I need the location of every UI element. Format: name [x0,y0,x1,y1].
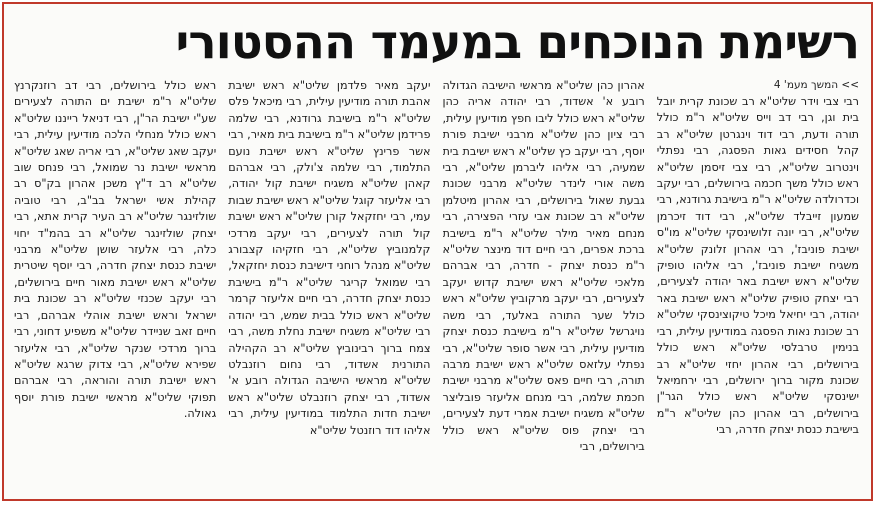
article-column-4 [14,78,216,493]
article-columns [14,78,859,493]
headline: רשימת הנוכחים במעמד ההסטורי [175,15,859,70]
article-column-1 [657,78,859,493]
column-text: רבי צבי וידר שליט"א רב שכונת קרית יובל בית וגן, רבי דב וייס שליט"א ר"מ כולל תורה ודעת, רבי דוד וינגרטן שליט"א רב קהל חסידים גאות הפסגה, רבי נפתלי וינטרוב שליט"א, רבי צבי זיסמן שליט"א ראש כולל משך חכמה בירושלים, רבי יעקב וכדרולדה שליט"א ר"מ בישיבת גרודנא, רבי שמעון זייבלד שליט"א, רבי דוד זיכרמן שליט"א, רבי יונה זלושינסקי שליט"א מו"ס ישיבת פוניבז', רבי אהרון זלונק שליט"א משגיח ישיבת פוניבז', רבי אליהו טופיק שליט"א ראש ישיבת באר יהודה לצעירים, רבי יצחק טופיק שליט"א ראש ישיבת באר יהודה, רבי יחיאל מיכל טיקוצינסקי שליט"א רב שכונת נאות הפסגה במודיעין עילית, רבי בנימין טרבלסי שליט"א ראש כולל בירושלים, רבי אהרון יחזי שליט"א רב שכונת מקור ברוך ירושלים, רבי ירחמיאל ישינסקי שליט"א ראש כולל הגר"ן בירושלים, רבי אהרון כהן שליט"א ר"מ בישיבת כנסת יצחק חדרה, רבי [656,95,859,437]
column-text: ראש כולל בירושלים, רבי דב רוזנקרנץ שליט"א ר"מ ישיבת ים התורה לצעירים שע"י ישיבת הר"ן, רבי דניאל רייננו שליט"א ראש כולל מנחלי הלכה מודיעין עילית, רבי יעקב שאג שליט"א, רבי אריה שאג שליט"א מראשי ישיבת נר שמואל, רבי פנחס שוב שליט"א רב ד"ץ משכן אהרון בק"ס רב קהילת אשי ישראל בב"ב, רבי טוביה שולזינגר שליט"א רב העיר קרית אתא, רבי יצחק שולזינגר שליט"א רב בהמ"ד יחוי כלה, רבי אלעזר שושן שליט"א מרבני ישיבת כנסת יצחק חדרה, רבי יוסף שיטרית שליט"א ראש ישיבת מאור חיים בירושלים, רבי יעקב שכנזי שליט"א רב שכונת בית ישראל וראש ישיבת אוהלי אברהם, רבי חיים זאב שניידר שליט"א משפיע דחוני, רבי ברוך מרדכי שנקר שליט"א, רבי אליעזר שפירא שליט"א, רבי צדוק שרגא שליט"א ראש ישיבת תורה והוראה, רבי אברהם תפוקי שליט"א מראשי ישיבת פורת יוסף גאולה. [14,79,217,421]
column-text: אהרון כהן שליט"א מראשי הישיבה הגדולה רובע א' אשדוד, רבי יהודה אריה כהן שליט"א ראש כולל ליבו חפץ מודיעין עילית, רבי ציון כהן שליט"א מרבני ישיבת פורת יוסף, רבי יעקב כץ שליט"א ראש ישיבת בית שמעיה, רבי אליהו ליברמן שליט"א, רבי משה אורי לינדר שליט"א מרבני שכונת גבעת שאול בירושלים, רבי אהרון מיטלמן שליט"א רב שכונת אבי עזרי הפצירה, רבי מנחם מאיר מילר שליט"א ר"מ בישיבת ברכת אפרים, רבי חיים דוד מינצר שליט"א ר"מ כנסת יצחק - חדרה, רבי אברהם מלאכי שליט"א ראש ישיבת קדוש יעקב לצעירים, רבי יעקב מרקוביץ שליט"א ראש כולל שער התורה באלעד, רבי משה נויגרשל שליט"א ר"מ בישיבת כנסת יצחק מודיעין עילית, רבי אשר סופר שליט"א, רבי נפתלי עלזאס שליט"א ראש ישיבת מרבה תורה, רבי חיים פאס שליט"א מרבני ישיבת חכמת שלמה, רבי מנחם אליעזר פובליצר שליט"א משגיח ישיבת אמרי דעת לצעירים, רבי יצחק פוס שליט"א ראש כולל בירושלים, רבי [442,79,645,453]
newspaper-page [2,2,873,501]
article-column-2 [443,78,645,493]
continued-from-note: >> המשך מעמ' 4 [773,79,859,91]
article-column-3 [228,78,430,493]
column-text: יעקב מאיר פלדמן שליט"א ראש ישיבת אהבת תורה מודיעין עילית, רבי מיכאל פלס שליט"א ר"מ בישיבת גרודנא, רבי שלמה פרידמן שליט"א ר"מ בישיבת בית מאיר, רבי אשר פרינץ שליט"א ראש ישיבת נועם התלמוד, רבי שלמה צ'ולק, רבי אברהם קאהן שליט"א משגיח ישיבת קול יהודה, רבי אליעזר קוגל שליט"א ראש ישיבת שבות עמי, רבי יחזקאל קורן שליט"א ראש ישיבת קול תורה לצעירים, רבי יעקב מרדכי קלמנוביץ שליט"א, רבי חזקיהו קצבורג שליט"א מנהל רוחני דישיבת כנסת יחזקאל, רבי שמואל קריגר שליט"א ר"מ בישיבת כנסת יצחק חדרה, רבי חיים אליעזר קרמר שליט"א ראש כולל בבית שמש, רבי יהודה רבי שליט"א משגיח ישיבת נחלת משה, רבי צמח ברוך רבינוביץ שליט"א רב הקהילה התורנית אשדוד, רבי נחום רוזנבלט שליט"א מראשי הישיבה הגדולה רובע א' אשדוד, רבי יצחק רוזנבלט שליט"א ראש ישיבת חדות התלמוד במודיעין עילית, רבי אליהו דוד רוזנטל שליט"א [228,79,431,437]
